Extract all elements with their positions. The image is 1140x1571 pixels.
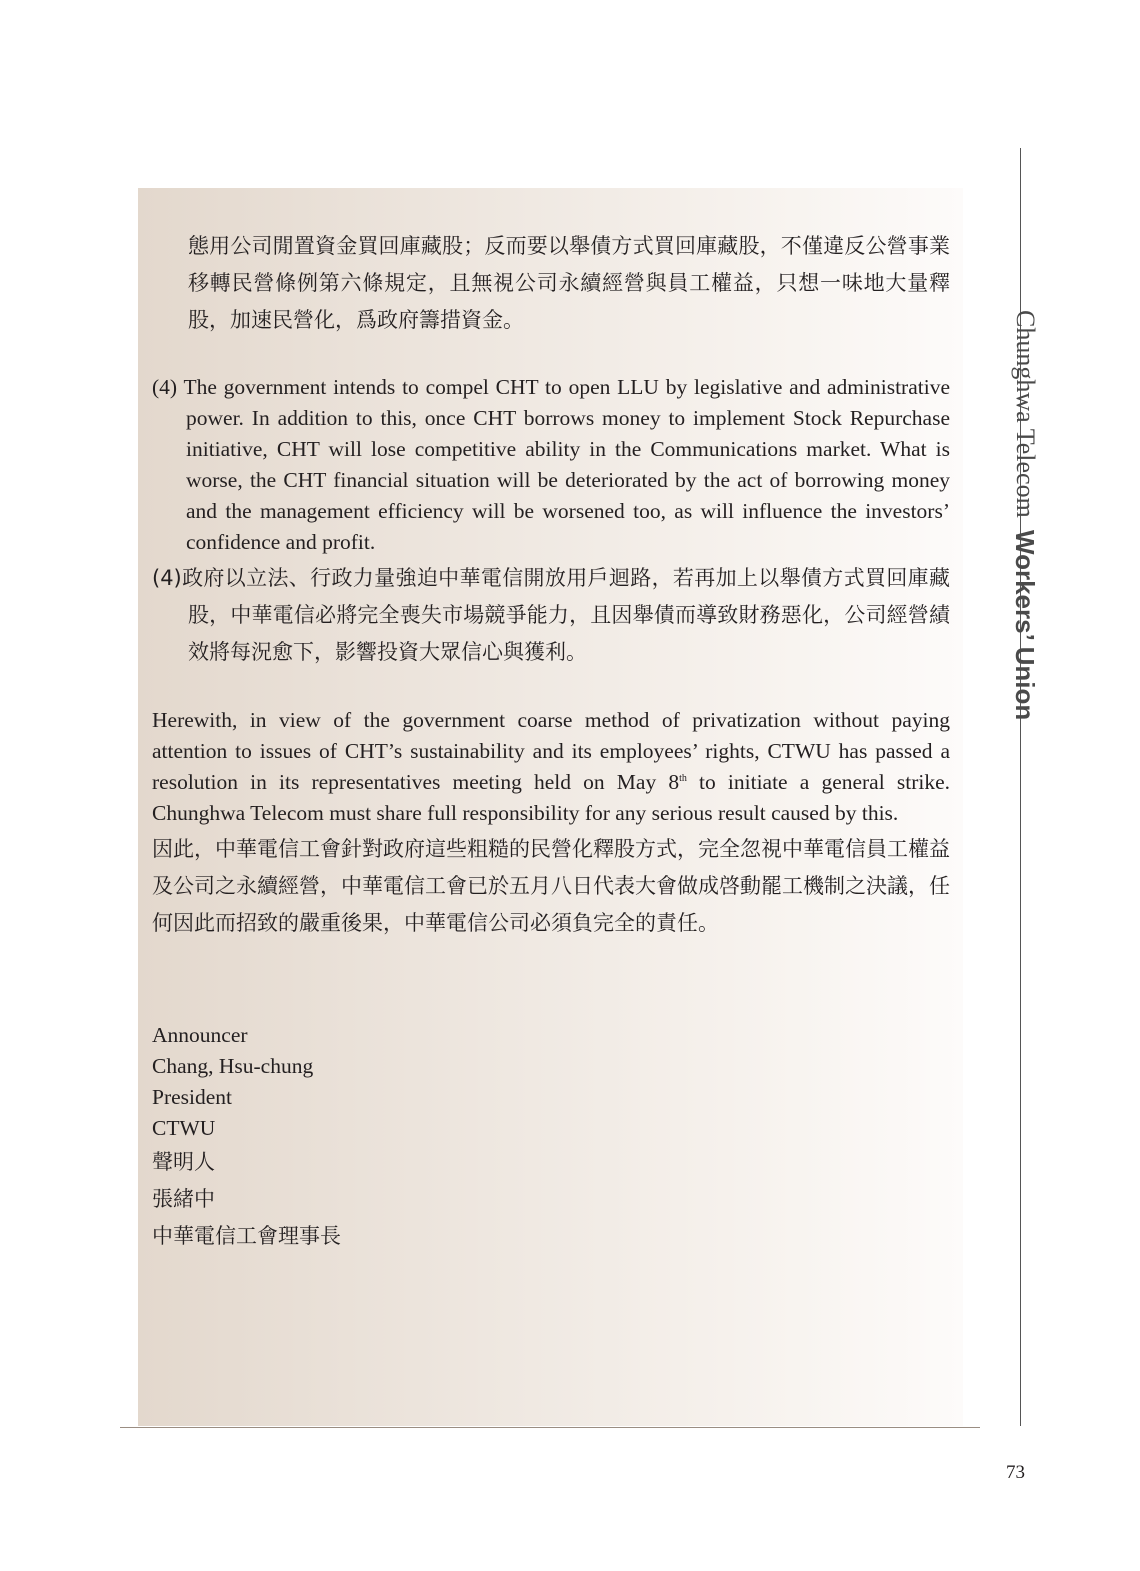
en-point-4: (4) The government intends to compel CHT to open LLU by legislative and administrative power. In addition to this, once CHT borrows money to implement Stock Repurchase initiative, CHT will lose competitive ability in the Communications market. What is worse, the CHT financial situation will be deteriorated by the act of borrowing money and the management efficiency will be worsened too, as will influence the investors’ confidence and profit. (152, 375, 950, 554)
zh-paragraph-continued: 態用公司閒置資金買回庫藏股；反而要以舉債方式買回庫藏股，不僅違反公營事業移轉民營條例第六條規定，且無視公司永續經營與員工權益，只想一味地大量釋股，加速民營化，爲政府籌措資金。 (188, 234, 950, 332)
en-herewith-superscript: th (679, 772, 687, 784)
en-herewith-paragraph (152, 705, 950, 829)
bottom-rule (120, 1427, 980, 1428)
signature-en-line: Chang, Hsu-chung (152, 1054, 314, 1078)
signature-en-line: CTWU (152, 1116, 216, 1140)
signature-block (152, 1020, 950, 1255)
page-number: 73 (1006, 1462, 1025, 1483)
signature-zh-line: 中華電信工會理事長 (152, 1224, 341, 1248)
running-header-light: Chunghwa Telecom (1011, 310, 1040, 518)
signature-zh-line: 張緒中 (152, 1187, 215, 1211)
page-content (152, 228, 950, 1255)
running-header-bold: Workers’ Union (1010, 530, 1040, 721)
zh-point-4: (4)政府以立法、行政力量強迫中華電信開放用戶迴路，若再加上以舉債方式買回庫藏股，中華電信必將完全喪失市場競爭能力，且因舉債而導致財務惡化，公司經營績效將每況愈下，影響投資大眾信心與獲利。 (152, 566, 950, 664)
signature-en-line: Announcer (152, 1023, 248, 1047)
signature-en-line: President (152, 1085, 233, 1109)
running-header-vertical (1010, 310, 1040, 721)
zh-herewith-paragraph: 因此，中華電信工會針對政府這些粗糙的民營化釋股方式，完全忽視中華電信員工權益及公司之永續經營，中華電信工會已於五月八日代表大會做成啓動罷工機制之決議，任何因此而招致的嚴重後果，中華電信公司必須負完全的責任。 (152, 837, 950, 935)
en-herewith-part-a: Herewith, in view of the government coarse method of privatization without paying attention to issues of CHT’s sustainability and its employees’ rights, CTWU has passed a resolution in its representatives meeting held on May 8 (152, 708, 950, 794)
en-herewith-part-b: to initiate a general strike. Chunghwa Telecom must share full responsibility for any serious result caused by this. (152, 770, 950, 825)
signature-zh-line: 聲明人 (152, 1150, 215, 1174)
